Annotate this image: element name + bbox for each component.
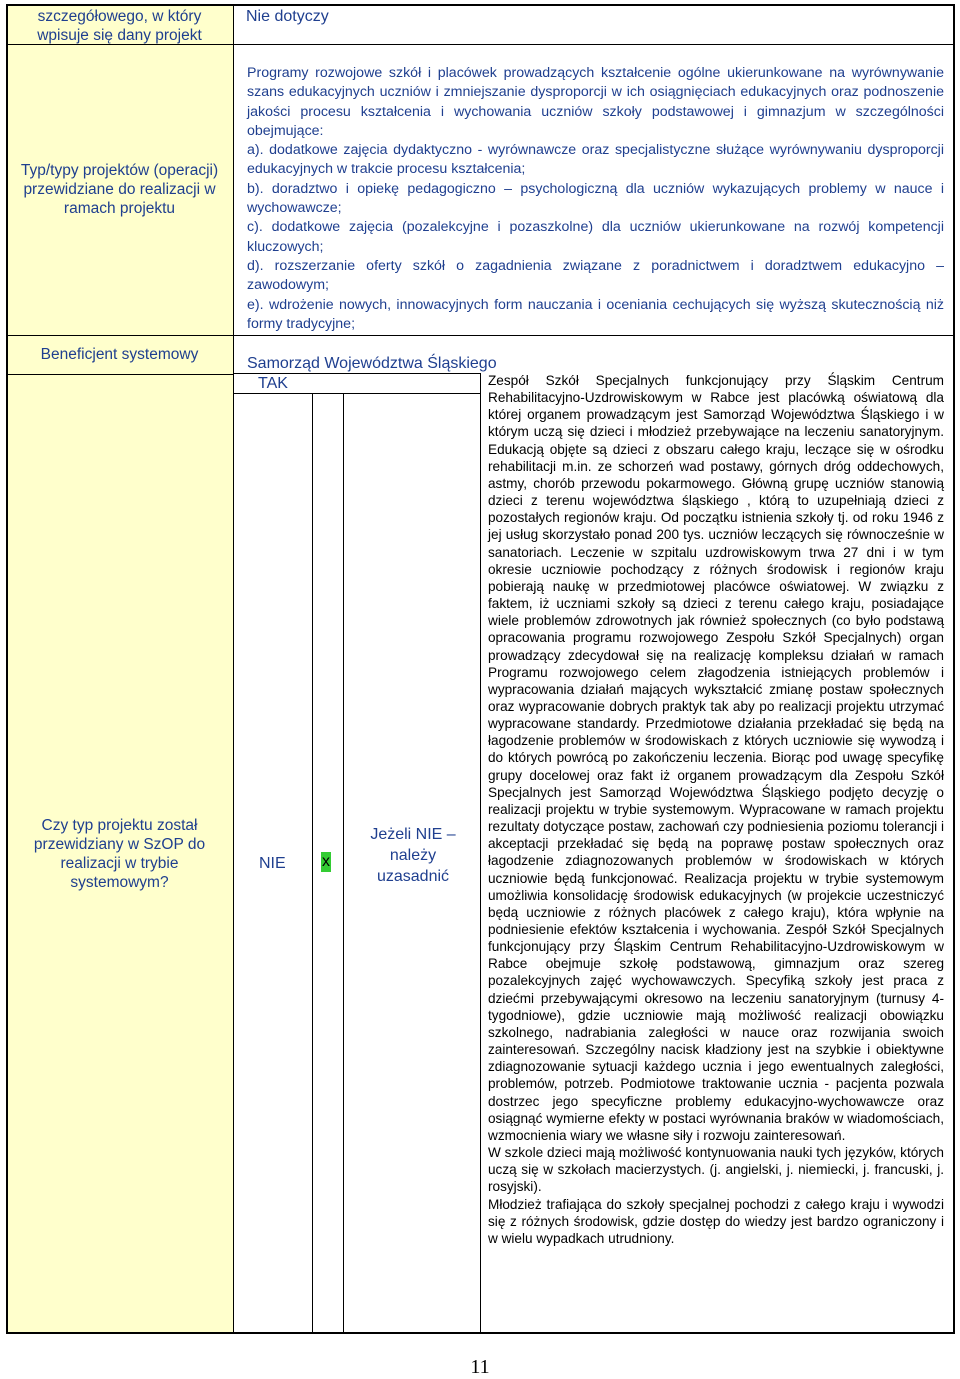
nie-option: NIE [259,855,286,872]
project-type-item: d). rozszerzanie oferty szkół o zagadnienia związane z poradnictwem i doradztwem edukacyjno – zawodowym; [247,257,944,294]
row-divider [6,374,234,375]
project-type-item: e). wdrożenie nowych, innowacyjnych form nauczania i oceniania cechujących się wyższą skutecznością niż formy tradycyjne; [247,296,944,332]
label-beneficiary: Beneficjent systemowy [40,346,199,363]
row-divider [6,44,955,45]
column-divider [312,393,313,1334]
justification-text [488,372,944,1247]
selected-mark: x [322,853,330,870]
value-beneficiary: Samorząd Województwa Śląskiego [247,355,497,372]
row-divider [6,335,955,336]
justification-paragraph: W szkole dzieci mają możliwość kontynuowania nauki tych języków, których uczą się w szkołach macierzystych. (j. angielski, j. niemiecki, j. francuski, j. rosyjski). [488,1145,944,1195]
value-project-detail: Nie dotyczy [246,8,329,25]
label-systemic-mode: Czy typ projektu został przewidziany w SzOP do realizacji w trybie systemowym? [33,817,206,891]
project-type-item: b). doradztwo i opiekę pedagogiczno – psychologiczną dla uczniów wykazujących problemy w nauce i wychowawcze; [247,180,944,217]
project-type-item: c). dodatkowe zajęcia (pozalekcyjne i pozaszkolne) dla uczniów ukierunkowane na rozwój kompetencji kluczowych; [247,219,944,255]
project-types-intro: Programy rozwojowe szkół i placówek prowadzących kształcenie ogólne ukierunkowane na wyrównywanie szans edukacyjnych uczniów i zmniejszanie dysproporcji w ich osiągnięciach edukacyjnych oraz podnoszenie jakości procesu kształcenia i wychowania uczniów szkoły podstawowej i gimnazjum w szczególności obejmujące: [247,65,944,139]
page-number: 11 [470,1356,490,1378]
justify-note: Jeżeli NIE – należy uzasadnić [370,826,456,885]
column-divider [343,393,344,1334]
label-project-detail: szczegółowego, w który wpisuje się dany projekt [37,8,202,44]
justification-paragraph: Młodzież trafiająca do szkoły specjalnej pochodzi z całego kraju i wywodzi się z różnych środowisk, gdzie dostęp do wiedzy jest bardzo ograniczony i w wielu wypadkach utrudniony. [488,1196,944,1246]
justification-paragraph: Zespół Szkół Specjalnych funkcjonujący przy Śląskim Centrum Rehabilitacyjno-Uzdrowiskowym w Rabce jest placówką oświatową dla której organem prowadzącym jest Samorząd Województwa Śląskiego i w którym uczą się dzieci i młodzież przebywające na leczeniu sanatoryjnym. Edukacją objęte są dzieci z obszaru całego kraju, leczące się w ośrodku rehabilitacji m.in. ze schorzeń wad postawy, górnych dróg oddechowych, astmy, chorób przewodu pokarmowego. Główną grupę uczniów stanowią dzieci z terenu województwa śląskiego , którą to uzupełniają dzieci z pozostałych regionów kraju. Od początku istnienia szkoły tj. od roku 1946 z jej usług skorzystało ponad 200 tys. uczniów leczących się równocześnie w sanatoriach. Leczenie w szpitalu uzdrowiskowym trwa 27 dni i w tym okresie uczniowie pochodzący z różnych środowisk i regionów kraju pobierają naukę w przedmiotowej placówce oświatowej. W związku z faktem, iż uczniami szkoły są dzieci z terenu całego kraju, posiadające wiele problemów zdrowotnych jak również społecznych (co było podstawą opracowania programu rozwojowego Zespołu Szkół Specjalnych) organ prowadzący zdecydował się na realizację kompleksu działań w ramach Programu rozwojowego celem złagodzenia istniejących problemów i wypracowania działań mających wykształcić zmianę postaw społecznych oraz wypracowanie dobrych praktyk tak aby po realizacji projektu utrzymać wypracowane standardy. Przedmiotowe działania przekładać się będą na łagodzenie problemów w środowiskach z których uczniowie się wywodzą i do których powrócą po zakończeniu leczenia. Biorąc pod uwagę specyfikę grupy docelowej oraz fakt iż organem prowadzącym dla Zespołu Szkół Specjalnych jest Samorząd Województwa Śląskiego podjęto decyzję o realizacji projektu w trybie systemowym. Wypracowane w ramach projektu rezultaty dotyczące postaw, zachowań czy podniesienia poziomu tolerancji i akceptacji przekładać się będą na poprawę postaw społecznych oraz łagodzenie zdiagnozowanych problemów w środowiskach w których uczniowie będą funkcjonować. Realizacja projektu w trybie systemowym umożliwia konsolidację środowisk edukacyjnych (w projekcie uczestniczyć będą uczniowie z różnych placówek z całego kraju), która wpłynie na podniesienie efektów kształcenia i wychowania. Zespół Szkół Specjalnych funkcjonujący przy Śląskim Centrum Rehabilitacyjno-Uzdrowiskowym w Rabce obejmuje szkołę podstawową, gimnazjum oraz szereg pozalekcyjnych zajęć wychowawczych. Specyfiką szkoły jest praca z dziećmi przebywającymi okresowo na leczeniu sanatoryjnym (turnusy 4-tygodniowe), gdzie uczniowie mają możliwość realizacji obowiązku szkolnego, nadrabiania zaległości w nauce oraz rozwijania swoich zainteresowań. Szczególny nacisk kładziony jest na szybkie i obiektywne zdiagnozowanie sytuacji każdego ucznia i jego ewentualnych zaległości, problemów, potrzeb. Podmiotowe traktowanie ucznia - pacjenta pozwala dostrzec jego specyficzne problemy edukacyjno-wychowawcze oraz osiągnąć wymierne efekty w postaci wyrównania braków w wiadomościach, wzmocnienia wiary we własne siły i rozwoju zainteresowań. [488,373,944,1143]
project-types-content [247,64,944,334]
column-divider [480,373,481,1334]
tak-option: TAK [258,375,288,392]
label-project-types: Typ/typy projektów (operacji) przewidziane do realizacji w ramach projektu [20,162,219,217]
project-type-item: a). dodatkowe zajęcia dydaktyczno - wyrównawcze oraz specjalistyczne służące wyrównywaniu dysproporcji edukacyjnych w trakcie procesu kształcenia; [247,142,944,178]
